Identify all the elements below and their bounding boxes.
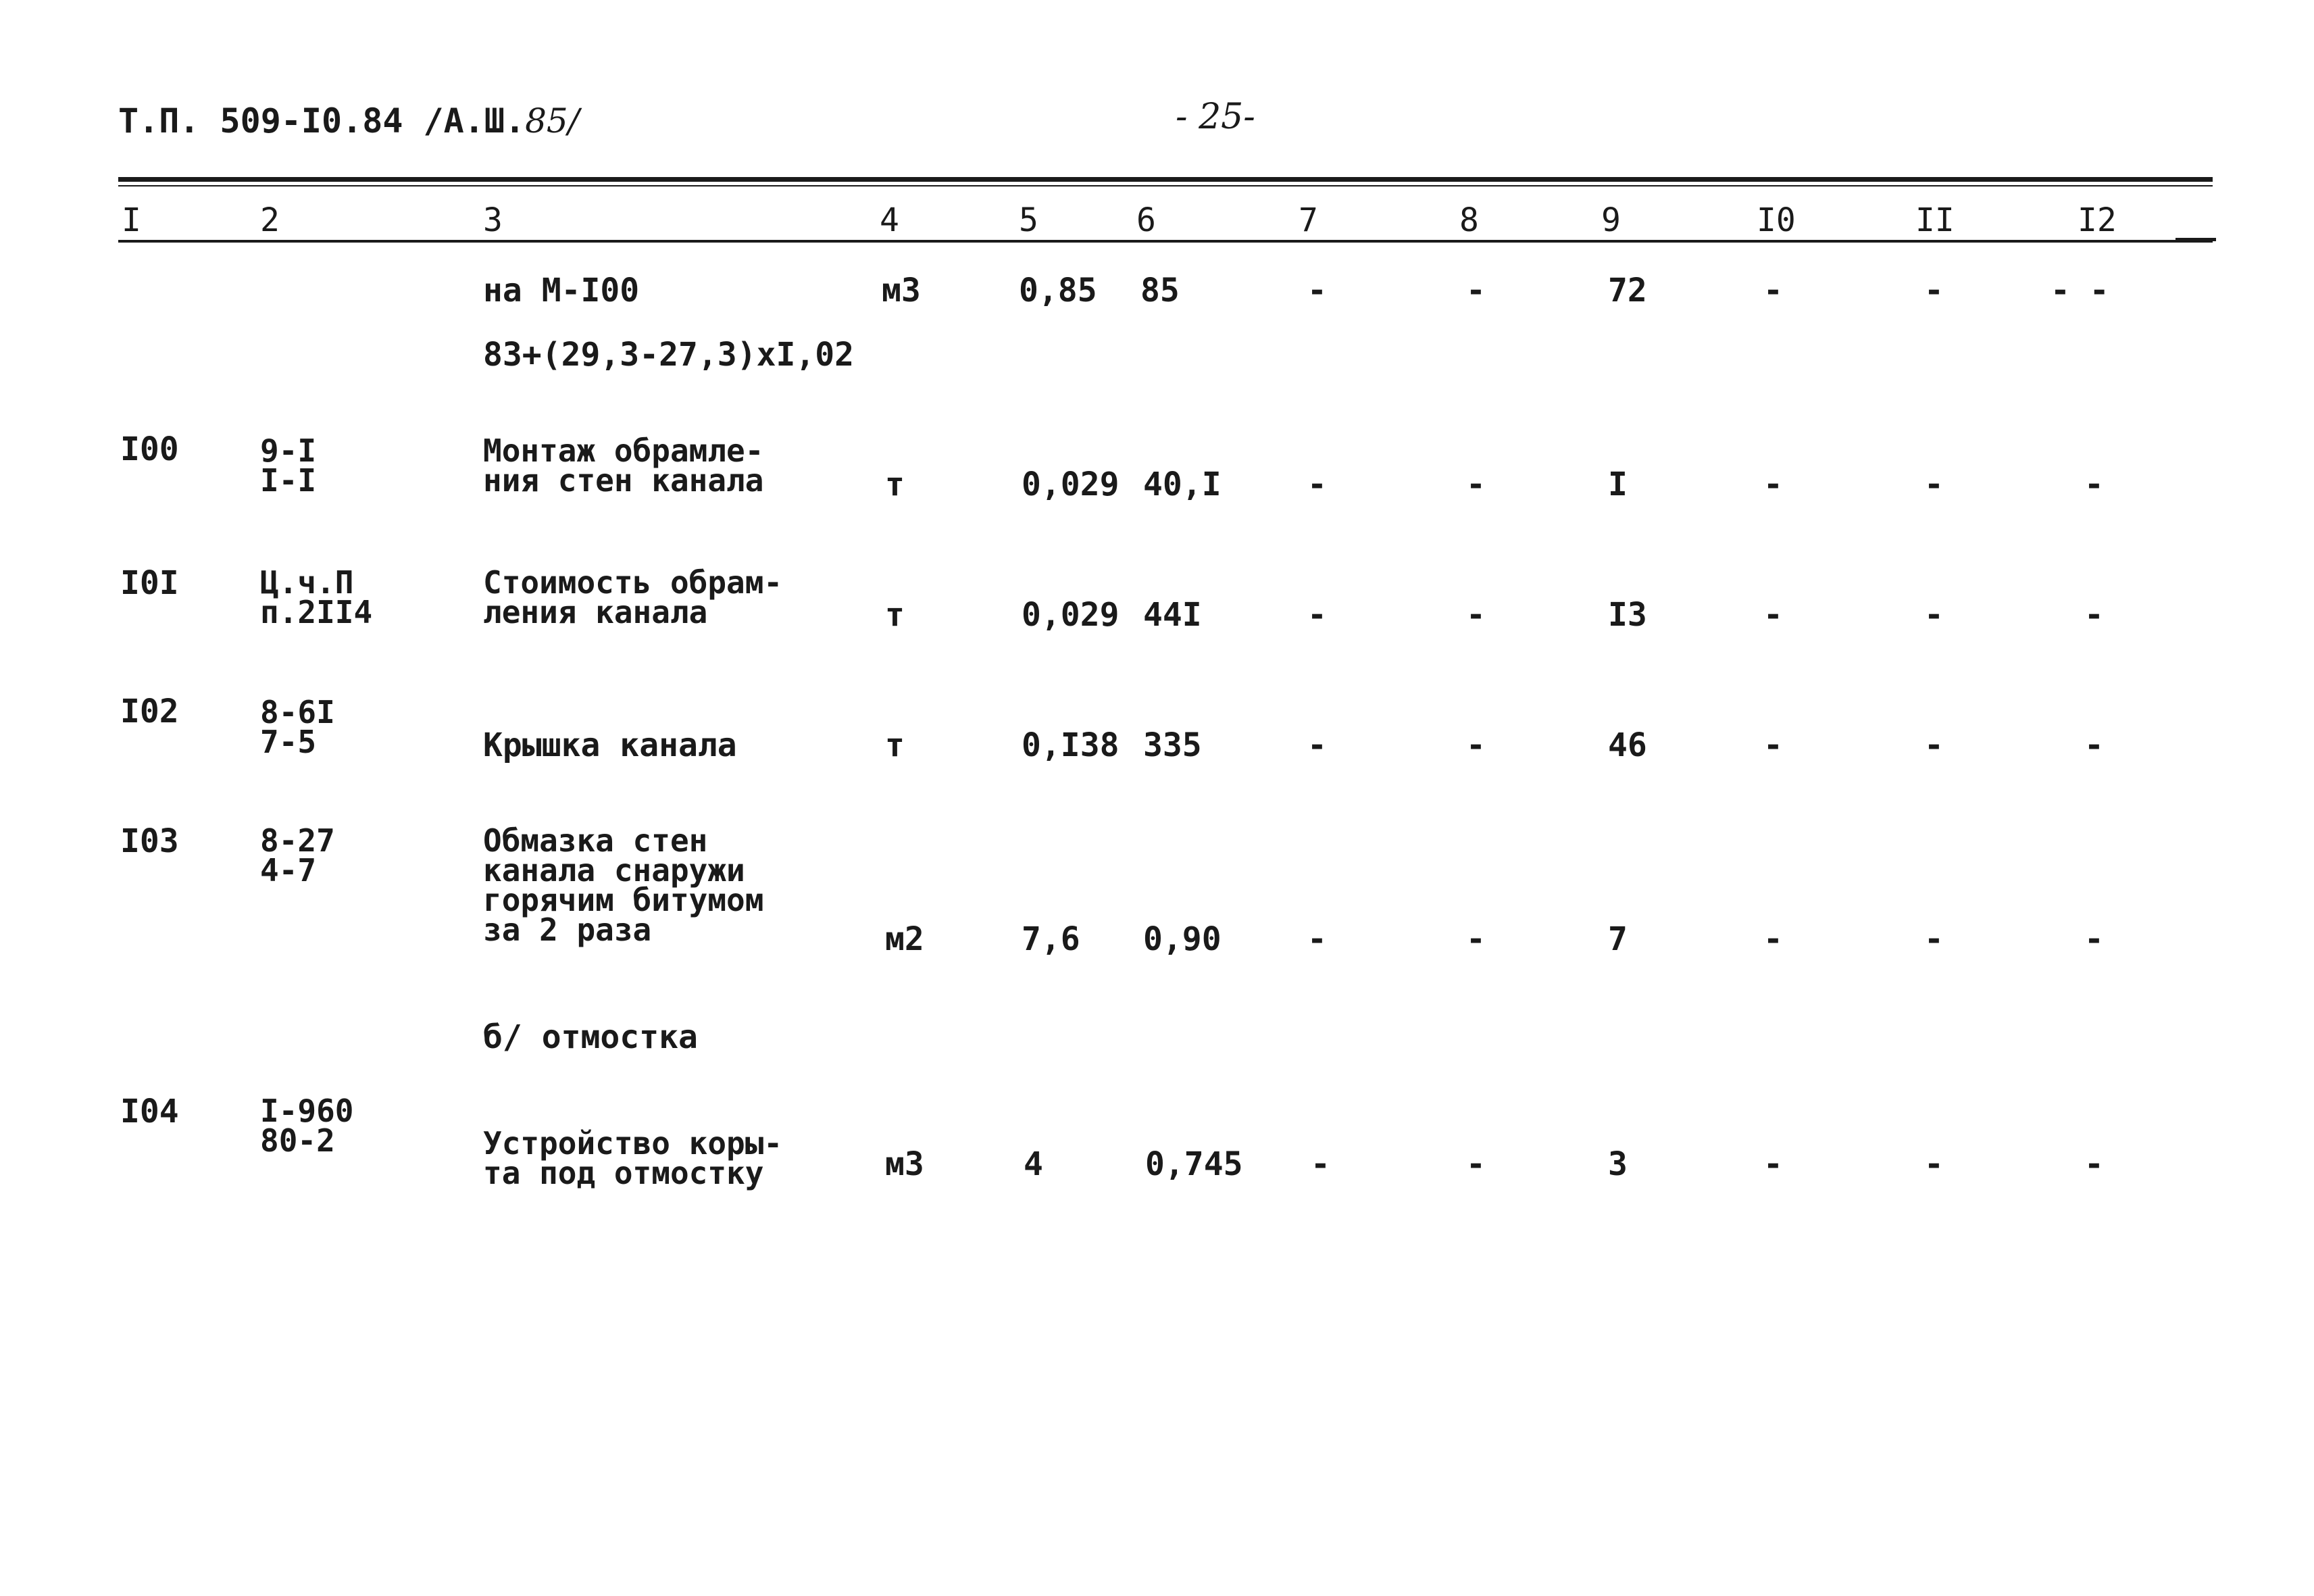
row-col10: - — [1763, 272, 1783, 309]
row-unit: м3 — [882, 272, 921, 309]
row-description — [483, 822, 764, 948]
row-code-line: 80-2 — [260, 1122, 335, 1159]
row-quantity: 0,029 — [1022, 466, 1120, 503]
row-description-line: та под отмостку — [483, 1155, 764, 1191]
row-code-line: I-960 — [260, 1093, 354, 1129]
row-description-line: Стоимость обрам- — [483, 564, 783, 601]
row-description-line: Устройство коры- — [483, 1125, 783, 1162]
row-col7: - — [1307, 920, 1327, 958]
row-col9: I3 — [1608, 596, 1647, 634]
row-col12: - — [2084, 1145, 2104, 1183]
row-code-line: 7-5 — [260, 724, 317, 760]
row-col7: - — [1307, 726, 1327, 764]
row-col10: - — [1763, 920, 1783, 958]
row-col11: - — [1924, 466, 1944, 503]
row-col9: 7 — [1608, 920, 1628, 958]
row-col10: - — [1763, 1145, 1783, 1183]
row-col12: - — [2084, 920, 2104, 958]
row-code-line: I-I — [260, 462, 317, 499]
column-header-6: 6 — [1136, 201, 1156, 239]
row-col12: - - — [2051, 272, 2109, 309]
row-col11: - — [1924, 726, 1944, 764]
row-description-line: горячим битумом — [483, 882, 764, 918]
row-price: 40,I — [1143, 466, 1222, 503]
row-quantity: 7,6 — [1022, 920, 1080, 958]
row-code-line: п.2II4 — [260, 594, 373, 630]
header-rule — [118, 240, 2213, 243]
column-header-10: I0 — [1757, 201, 1796, 239]
row-unit: м3 — [885, 1145, 924, 1183]
row-description — [483, 1125, 783, 1191]
row-description-line: за 2 раза — [483, 912, 652, 948]
row-unit: т — [885, 726, 905, 764]
row-number: I04 — [120, 1093, 179, 1130]
row-description-line: ления канала — [483, 594, 708, 630]
row-col9: 46 — [1608, 726, 1647, 764]
row-quantity: 0,85 — [1019, 272, 1097, 309]
row-description: Крышка канала — [483, 726, 737, 764]
formula-line: 83+(29,3-27,3)хI,02 — [483, 336, 855, 374]
row-col8: - — [1466, 1145, 1486, 1183]
row-col8: - — [1466, 726, 1486, 764]
row-unit: м2 — [885, 920, 924, 958]
document-code-handwritten: 85/ — [525, 101, 580, 141]
row-code — [260, 432, 317, 499]
row-quantity: 0,I38 — [1022, 726, 1120, 764]
row-col11: - — [1924, 1145, 1944, 1183]
row-code-line: 4-7 — [260, 852, 317, 889]
row-col11: - — [1924, 272, 1944, 309]
row-description — [483, 564, 783, 630]
row-description: на М-I00 — [483, 272, 640, 309]
row-number: I00 — [120, 430, 179, 468]
row-description-line: Монтаж обрамле- — [483, 432, 764, 469]
row-col9: 72 — [1608, 272, 1647, 309]
top-rule — [118, 177, 2213, 182]
row-col7: - — [1307, 272, 1327, 309]
column-header-7: 7 — [1299, 201, 1318, 239]
row-price: 0,90 — [1143, 920, 1222, 958]
page-number: - 25- — [1176, 97, 1255, 137]
row-col9: 3 — [1608, 1145, 1628, 1183]
row-number: I0I — [120, 564, 179, 602]
row-price: 335 — [1143, 726, 1202, 764]
section-heading: б/ отмостка — [483, 1018, 698, 1056]
row-col10: - — [1763, 726, 1783, 764]
row-col7: - — [1307, 466, 1327, 503]
column-header-2: 2 — [260, 201, 280, 239]
header-rule-tail — [2175, 238, 2216, 241]
column-header-11: II — [1915, 201, 1955, 239]
column-header-4: 4 — [880, 201, 899, 239]
column-header-1: I — [122, 201, 141, 239]
row-col8: - — [1466, 596, 1486, 634]
row-unit: т — [885, 596, 905, 634]
row-price: 44I — [1143, 596, 1202, 634]
row-description-line: Обмазка стен — [483, 822, 708, 859]
row-col11: - — [1924, 920, 1944, 958]
row-number: I02 — [120, 693, 179, 730]
row-price: 85 — [1140, 272, 1180, 309]
row-col11: - — [1924, 596, 1944, 634]
row-col10: - — [1763, 466, 1783, 503]
row-quantity: 4 — [1024, 1145, 1043, 1183]
row-description — [483, 432, 764, 499]
row-col8: - — [1466, 466, 1486, 503]
row-code-line: Ц.ч.П — [260, 564, 354, 601]
row-code-line: 8-6I — [260, 694, 335, 730]
row-col10: - — [1763, 596, 1783, 634]
row-code-line: 8-27 — [260, 822, 335, 859]
top-rule-thin — [118, 185, 2213, 186]
row-number: I03 — [120, 822, 179, 860]
row-quantity: 0,029 — [1022, 596, 1120, 634]
row-col12: - — [2084, 726, 2104, 764]
column-header-5: 5 — [1019, 201, 1038, 239]
row-description-line: ния стен канала — [483, 462, 764, 499]
row-col8: - — [1466, 272, 1486, 309]
row-code — [260, 564, 373, 630]
column-header-8: 8 — [1459, 201, 1479, 239]
document-code — [118, 101, 580, 141]
row-code — [260, 822, 335, 889]
row-col8: - — [1466, 920, 1486, 958]
row-col7: - — [1311, 1145, 1330, 1183]
column-header-12: I2 — [2078, 201, 2117, 239]
row-col7: - — [1307, 596, 1327, 634]
row-price: 0,745 — [1145, 1145, 1243, 1183]
row-code-line: 9-I — [260, 432, 317, 469]
column-header-3: 3 — [483, 201, 503, 239]
row-code — [260, 694, 335, 760]
row-unit: т — [885, 466, 905, 503]
row-col12: - — [2084, 596, 2104, 634]
row-description-line: канала снаружи — [483, 852, 745, 889]
row-code — [260, 1093, 354, 1159]
document-code-text: Т.П. 509-I0.84 /А.Ш. — [118, 101, 526, 141]
row-col12: - — [2084, 466, 2104, 503]
row-col9: I — [1608, 466, 1628, 503]
column-header-9: 9 — [1601, 201, 1621, 239]
